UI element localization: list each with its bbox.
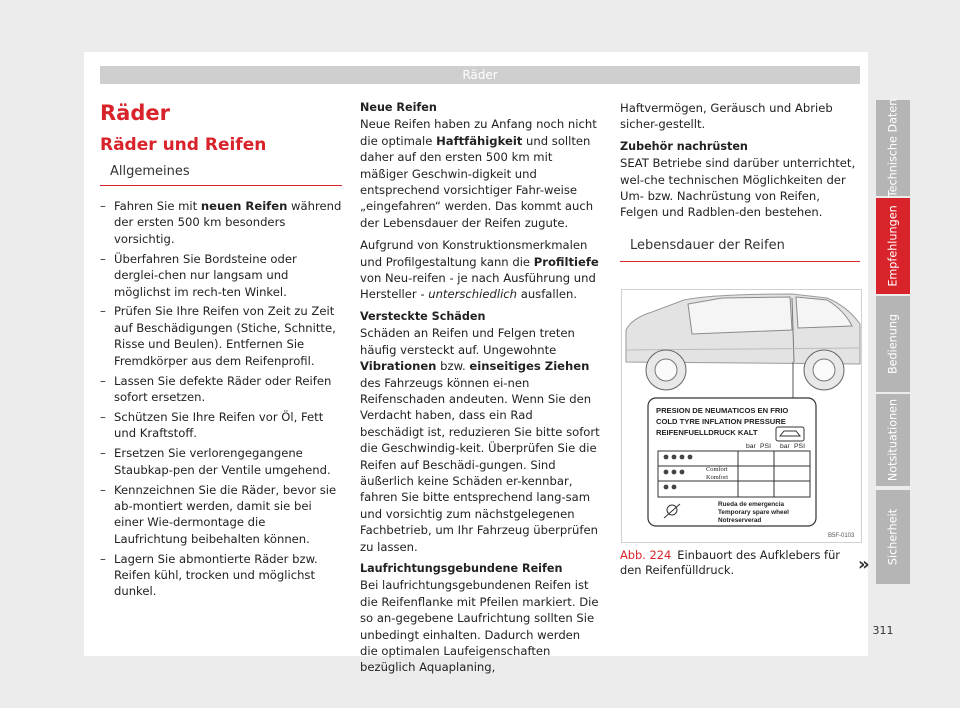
bullet-list xyxy=(100,198,342,600)
comfort-label-2: Komfort xyxy=(706,474,729,481)
tab-empfehlungen[interactable] xyxy=(876,198,910,294)
directional-heading: Laufrichtungsgebundene Reifen xyxy=(360,561,563,575)
pressure-sticker xyxy=(648,398,816,526)
unit-bar-2: bar xyxy=(780,443,790,450)
tab-label: Bedienung xyxy=(886,313,900,375)
subsection-title: Lebensdauer der Reifen xyxy=(630,237,785,253)
sticker-line-2: COLD TYRE INFLATION PRESSURE xyxy=(656,417,786,426)
tab-technische-daten[interactable] xyxy=(876,100,910,196)
tab-sicherheit[interactable] xyxy=(876,490,910,584)
tab-label: Sicherheit xyxy=(886,508,900,566)
subsection-heading xyxy=(620,237,860,262)
text-bold: Vibrationen xyxy=(360,359,437,374)
list-item-bold: neuen Reifen xyxy=(200,199,288,213)
subsection-title: Allgemeines xyxy=(110,164,190,179)
list-item: – Ersetzen Sie verlorengegangene Staubkap-pen der Ventile umgehend. xyxy=(100,445,342,478)
tab-label: Notsituationen xyxy=(886,398,900,482)
text-bold: einseitiges Ziehen xyxy=(469,359,590,374)
tab-notsituationen[interactable] xyxy=(876,394,910,486)
hidden-damage-heading: Versteckte Schäden xyxy=(360,309,486,323)
text-bold: Profiltiefe xyxy=(533,254,599,269)
figure-code: B5F-0103 xyxy=(828,533,855,539)
text-run: des Fahrzeugs können ei-nen Reifenschaden andeuten. Wenn Sie den Verdacht haben, dass ein Rad beschädigt ist, reduzieren Sie bitte sofort die Geschwindig-keit. Überprüfen Sie die Reifen auf Beschädi-gungen. Sind äußerlich keine Schäden er-kennbar, fahren Sie bitte entsprechend lang-sam und vorsichtig zum nächstgelegenen Fachbetrieb, um Ihr Fahrzeug überprüfen zu lassen. xyxy=(360,375,600,554)
sticker-line-3: REIFENFUELLDRUCK KALT xyxy=(656,428,758,437)
continued-paragraph: Haftvermögen, Geräusch und Abrieb sicher-gestellt. xyxy=(620,101,833,132)
text-run: Aufgrund von Konstruktionsmerkmalen und Profilgestaltung kann die xyxy=(360,238,588,269)
text-run: ausfallen. xyxy=(517,287,578,302)
list-item-text: während der ersten 500 km besonders vorsichtig. xyxy=(114,199,342,246)
section-title: Räder und Reifen xyxy=(100,135,267,155)
unit-psi-1: PSI xyxy=(760,443,771,450)
accessories-heading: Zubehör nachrüsten xyxy=(620,139,748,153)
column-right xyxy=(620,100,860,262)
list-item: – Lassen Sie defekte Räder oder Reifen sofort ersetzen. xyxy=(100,373,342,406)
subsection-heading xyxy=(100,163,342,186)
spare-label-3: Notreserverad xyxy=(718,517,762,524)
new-tires-paragraph-1 xyxy=(360,116,600,231)
text-run: und sollten daher auf den ersten 500 km mit mäßiger Geschwin-digkeit und entsprechend vorsichtiger Fahr-weise „eingefahren“ werden. Das kommt auch der Lebensdauer der Reifen zugute. xyxy=(360,133,594,230)
tab-label: Empfehlungen xyxy=(886,205,900,287)
directional-paragraph: Bei laufrichtungsgebundenen Reifen ist die Reifenflanke mit Pfeilen markiert. Die so an-gegebene Laufrichtung sollten Sie unbedingt einhalten. Dadurch werden die optimalen Laufeigenschaften bezüglich Aquaplaning, xyxy=(360,578,599,675)
new-tires-paragraph-2 xyxy=(360,237,600,303)
new-tires-heading: Neue Reifen xyxy=(360,101,437,114)
text-italic: unterschiedlich xyxy=(428,287,518,302)
tab-label: Technische Daten xyxy=(886,98,900,198)
hidden-damage-paragraph xyxy=(360,325,600,555)
spare-label-1: Rueda de emergencia xyxy=(718,501,785,508)
list-item: – Schützen Sie Ihre Reifen vor Öl, Fett und Kraftstoff. xyxy=(100,409,342,442)
figure-caption-text: Einbauort des Aufklebers für den Reifenfülldruck. xyxy=(620,548,840,577)
page-number: 311 xyxy=(872,624,894,637)
chapter-title: Räder xyxy=(100,101,170,125)
accessories-paragraph: SEAT Betriebe sind darüber unterrichtet, wel-che technischen Möglichkeiten der Um- bzw. Nachrüstung von Reifen, Felgen und Radblen-den bestehen. xyxy=(620,156,856,220)
unit-psi-2: PSI xyxy=(794,443,805,450)
column-left xyxy=(100,100,342,603)
list-item: – Kennzeichnen Sie die Räder, bevor sie ab-montiert werden, damit sie bei einer Wie-dermontage die Laufrichtung beibehalten können. xyxy=(100,482,342,548)
text-run: bzw. xyxy=(436,359,470,374)
text-bold: Haftfähigkeit xyxy=(436,133,523,148)
figure-number: Abb. 224 xyxy=(620,548,672,562)
unit-bar-1: bar xyxy=(746,443,756,450)
list-item-text: Fahren Sie mit xyxy=(114,199,201,213)
text-run: Schäden an Reifen und Felgen treten häufig versteckt auf. Ungewohnte xyxy=(360,326,575,357)
tab-bedienung[interactable] xyxy=(876,296,910,392)
list-item: – Lagern Sie abmontierte Räder bzw. Reifen kühl, trocken und möglichst dunkel. xyxy=(100,551,342,600)
comfort-label-1: Comfort xyxy=(706,466,728,473)
column-middle xyxy=(360,100,600,682)
spare-label-2: Temporary spare wheel xyxy=(718,509,789,516)
list-item: – Prüfen Sie Ihre Reifen von Zeit zu Zeit auf Beschädigungen (Stiche, Schnitte, Risse und Beulen). Entfernen Sie Fremdkörper aus dem Reifenprofil. xyxy=(100,303,342,369)
figure-illustration xyxy=(622,290,861,542)
chapter-header: Räder xyxy=(100,66,860,84)
text-run: Neue Reifen haben zu Anfang noch nicht die optimale xyxy=(360,117,597,148)
continue-icon: » xyxy=(858,554,870,575)
list-item xyxy=(100,198,342,247)
figure-caption xyxy=(620,548,860,578)
figure-tire-pressure-label xyxy=(621,289,862,543)
text-run: von Neu-reifen - je nach Ausführung und Hersteller - xyxy=(360,271,596,302)
list-item: – Überfahren Sie Bordsteine oder derglei-chen nur langsam und möglichst im rech-ten Winkel. xyxy=(100,251,342,300)
sticker-line-1: PRESION DE NEUMATICOS EN FRIO xyxy=(656,406,789,415)
